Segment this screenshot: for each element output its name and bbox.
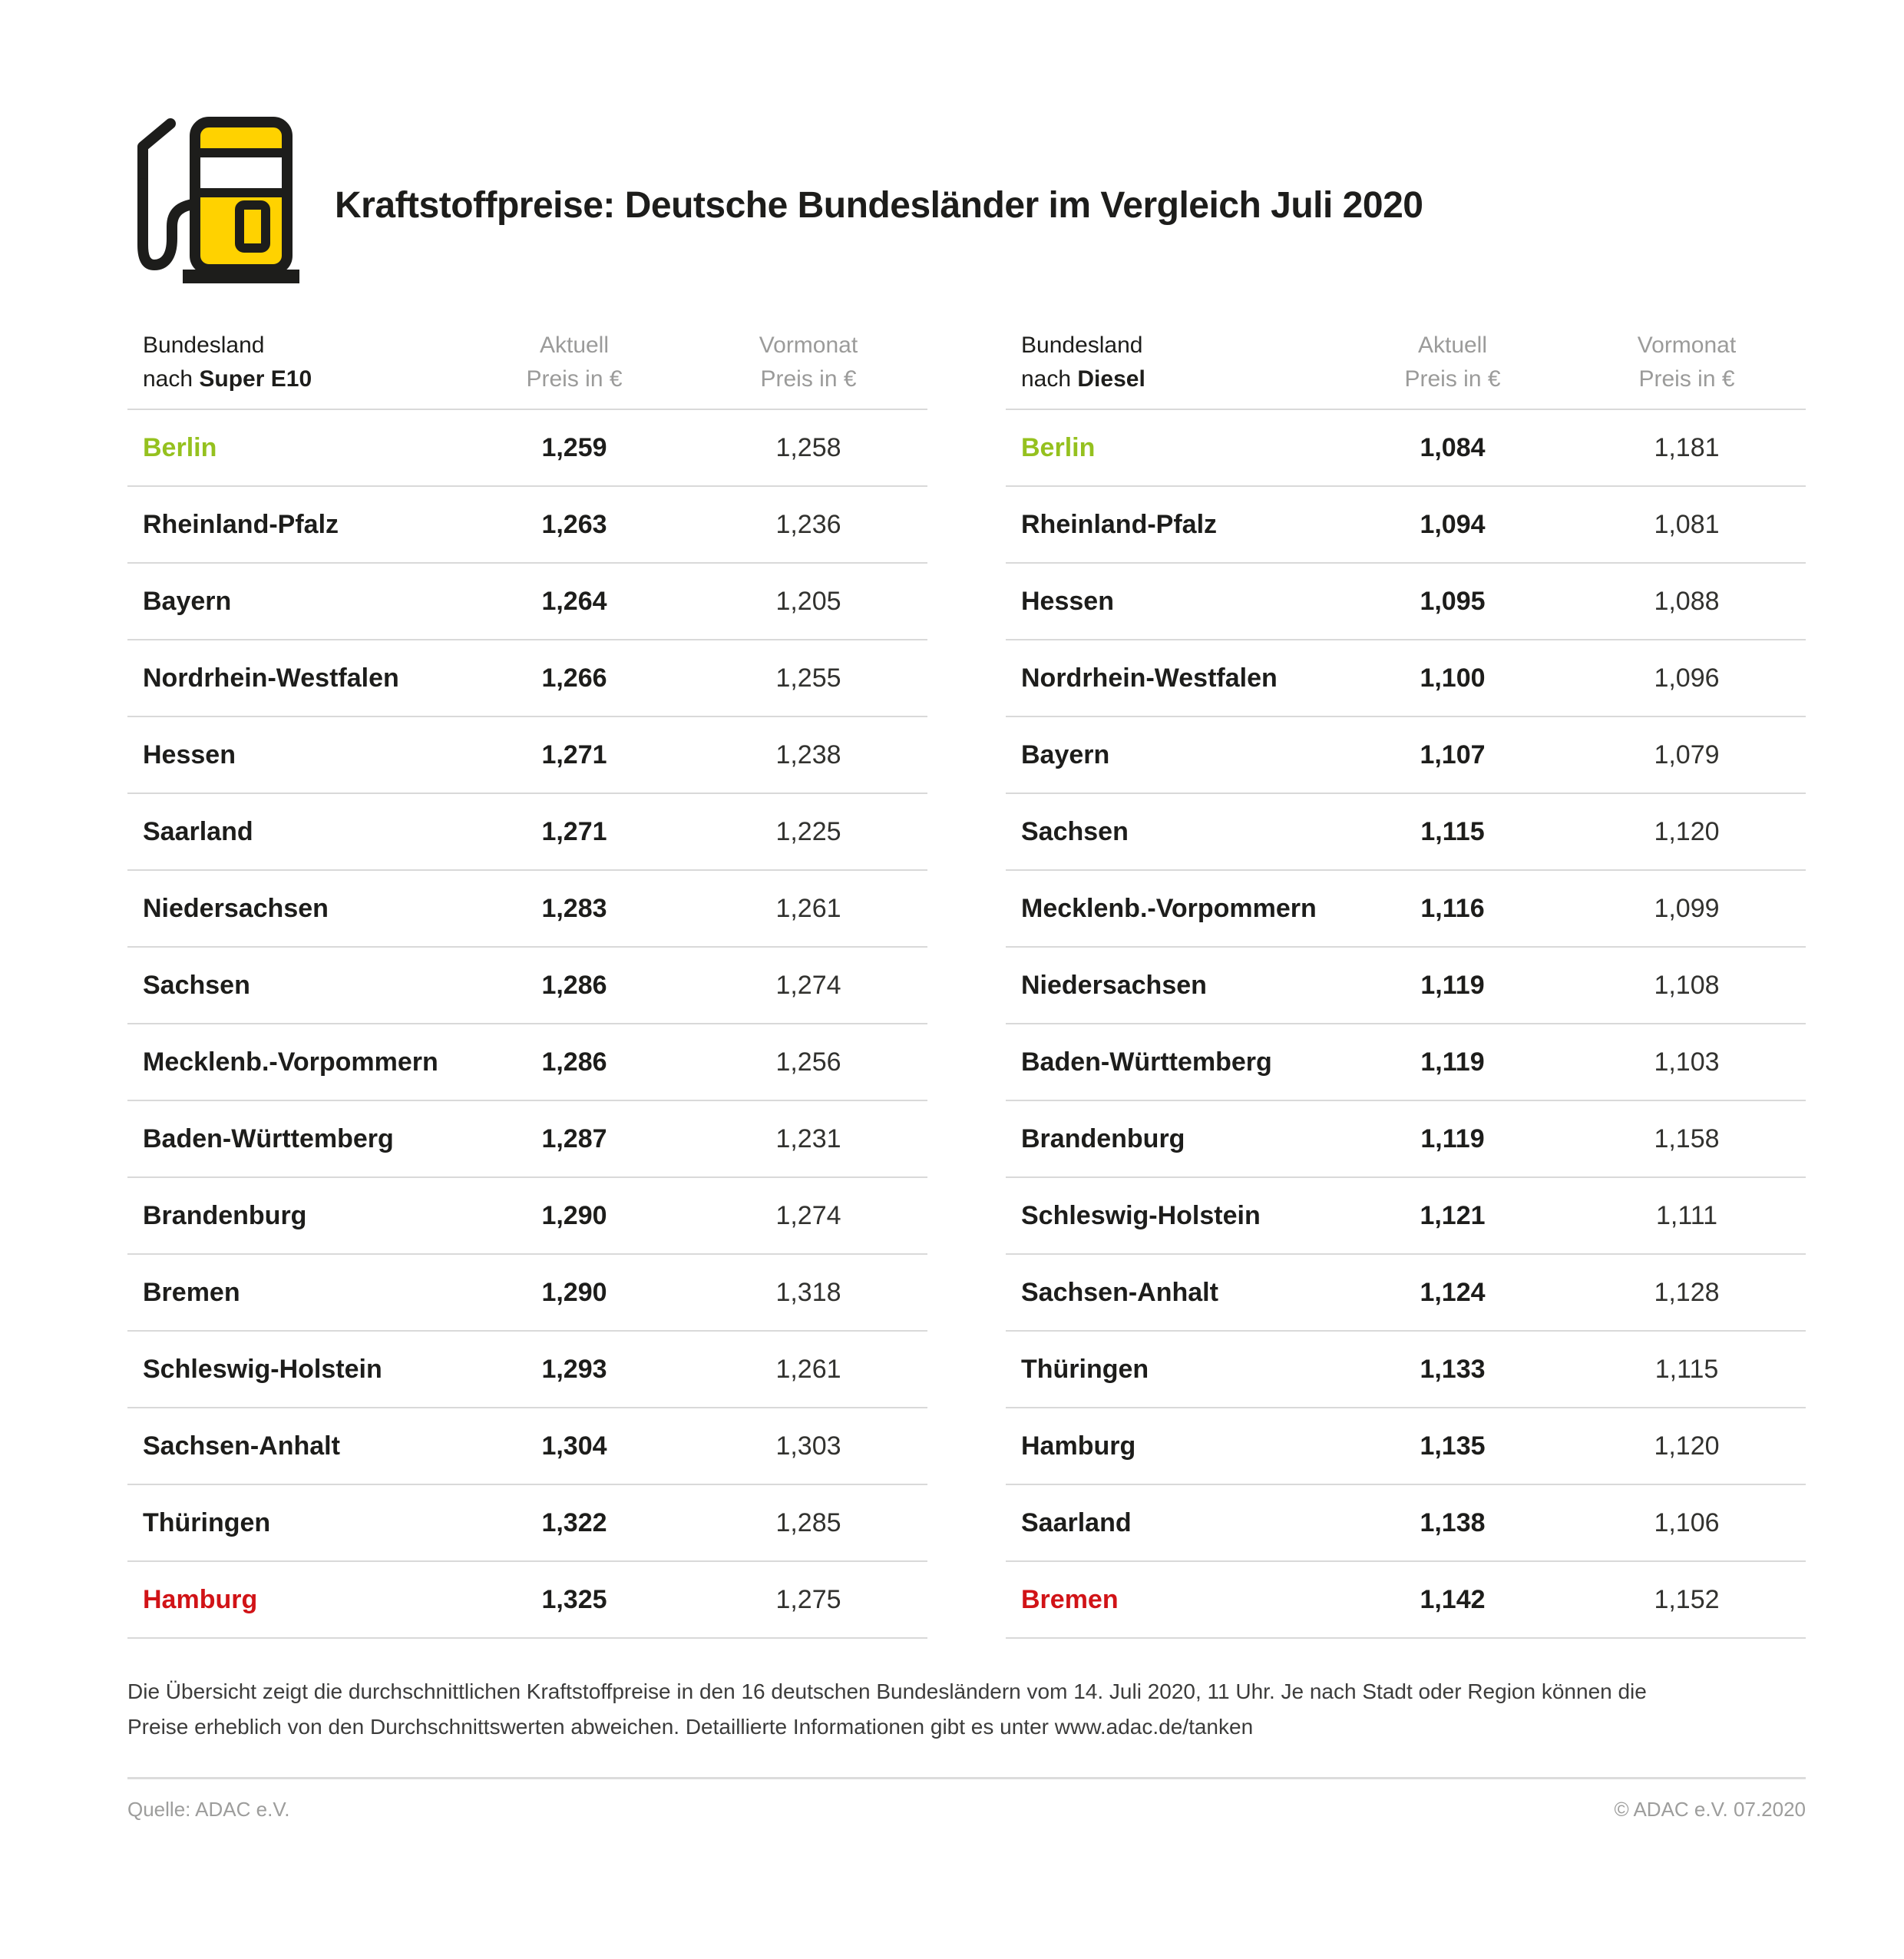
table-row — [127, 410, 927, 487]
table-row — [127, 1101, 927, 1178]
state-name: Nordrhein-Westfalen — [143, 663, 399, 693]
table-row — [1006, 1332, 1806, 1408]
page-title: Kraftstoffpreise: Deutsche Bundesländer im Vergleich Juli 2020 — [335, 185, 1423, 226]
table-row — [1006, 1485, 1806, 1562]
table-row — [127, 871, 927, 948]
header-fuel-name: Super E10 — [199, 366, 312, 392]
price-previous: 1,275 — [775, 1584, 841, 1614]
table-row — [127, 1332, 927, 1408]
table-row — [127, 717, 927, 794]
price-current: 1,119 — [1420, 1047, 1485, 1077]
price-previous: 1,205 — [775, 586, 841, 616]
price-current: 1,271 — [541, 740, 607, 769]
price-previous: 1,261 — [775, 1354, 841, 1384]
price-previous: 1,238 — [775, 740, 841, 769]
price-current: 1,266 — [541, 663, 607, 693]
table-row — [1006, 1562, 1806, 1639]
table-row — [1006, 410, 1806, 487]
table-row — [1006, 640, 1806, 717]
price-previous: 1,128 — [1654, 1277, 1720, 1307]
table-row — [1006, 871, 1806, 948]
state-name: Sachsen — [1021, 816, 1129, 846]
price-current: 1,121 — [1420, 1200, 1486, 1230]
table-row — [127, 794, 927, 871]
price-current: 1,287 — [541, 1123, 607, 1153]
state-name: Sachsen — [143, 970, 250, 1000]
state-name: Baden-Württemberg — [1021, 1047, 1272, 1077]
footnote-line1: Die Übersicht zeigt die durchschnittlichen Kraftstoffpreise in den 16 deutschen Bundesländern vom 14. Juli 2020, 11 Uhr. Je nach Stadt oder Region können die — [127, 1679, 1647, 1703]
price-current: 1,286 — [541, 1047, 607, 1077]
column-header-bundesland — [127, 329, 459, 396]
state-name: Bremen — [143, 1277, 240, 1307]
table-row — [1006, 1024, 1806, 1101]
table-row — [1006, 487, 1806, 564]
table-row — [1006, 794, 1806, 871]
state-name: Hamburg — [1021, 1431, 1136, 1461]
price-current: 1,115 — [1420, 816, 1485, 846]
price-current: 1,286 — [541, 970, 607, 1000]
table-body — [127, 410, 927, 1639]
state-name: Schleswig-Holstein — [143, 1354, 382, 1384]
header-fuel-name: Diesel — [1077, 366, 1145, 392]
table-row — [1006, 1255, 1806, 1332]
state-name: Bayern — [143, 586, 232, 616]
price-previous: 1,088 — [1654, 586, 1720, 616]
price-current: 1,271 — [541, 816, 607, 846]
column-header-vormonat: Vormonat Preis in € — [759, 333, 858, 392]
price-current: 1,263 — [541, 509, 607, 539]
footnote — [127, 1674, 1806, 1745]
price-current: 1,325 — [541, 1584, 607, 1614]
price-previous: 1,158 — [1654, 1123, 1720, 1153]
price-previous: 1,236 — [775, 509, 841, 539]
price-previous: 1,225 — [775, 816, 841, 846]
state-name: Berlin — [1021, 432, 1096, 462]
header-line2-prefix: nach — [1021, 366, 1078, 392]
price-previous: 1,258 — [775, 432, 841, 462]
state-name: Bayern — [1021, 740, 1110, 769]
price-previous: 1,285 — [775, 1507, 841, 1537]
price-previous: 1,256 — [775, 1047, 841, 1077]
state-name: Brandenburg — [143, 1200, 307, 1230]
header-line1: Bundesland — [1021, 333, 1143, 358]
table-body — [1006, 410, 1806, 1639]
price-current: 1,133 — [1420, 1354, 1486, 1384]
table-row — [1006, 948, 1806, 1024]
header-line2-prefix: nach — [143, 366, 200, 392]
column-header-aktuell: Aktuell Preis in € — [526, 333, 623, 392]
price-current: 1,138 — [1420, 1507, 1486, 1537]
state-name: Bremen — [1021, 1584, 1119, 1614]
table-row — [127, 948, 927, 1024]
column-header-bundesland — [1006, 329, 1337, 396]
price-previous: 1,318 — [775, 1277, 841, 1307]
price-previous: 1,152 — [1654, 1584, 1720, 1614]
price-current: 1,135 — [1420, 1431, 1486, 1461]
state-name: Niedersachsen — [1021, 970, 1207, 1000]
price-previous: 1,274 — [775, 1200, 841, 1230]
price-previous: 1,079 — [1654, 740, 1720, 769]
fuel-pump-icon — [127, 104, 312, 296]
state-name: Thüringen — [143, 1507, 271, 1537]
table-row — [1006, 564, 1806, 640]
state-name: Sachsen-Anhalt — [1021, 1277, 1218, 1307]
state-name: Hamburg — [143, 1584, 258, 1614]
price-current: 1,283 — [541, 893, 607, 923]
price-previous: 1,231 — [775, 1123, 841, 1153]
state-name: Thüringen — [1021, 1354, 1149, 1384]
state-name: Schleswig-Holstein — [1021, 1200, 1261, 1230]
state-name: Brandenburg — [1021, 1123, 1185, 1153]
price-current: 1,290 — [541, 1277, 607, 1307]
footnote-line2: Preise erheblich von den Durchschnittswerten abweichen. Detaillierte Informationen gibt es unter www.adac.de/tanken — [127, 1715, 1254, 1739]
state-name: Baden-Württemberg — [143, 1123, 394, 1153]
price-current: 1,095 — [1420, 586, 1486, 616]
price-current: 1,084 — [1420, 432, 1486, 462]
table-row — [127, 1485, 927, 1562]
price-current: 1,304 — [541, 1431, 607, 1461]
copyright-label: © ADAC e.V. 07.2020 — [1614, 1798, 1806, 1821]
table-row — [1006, 717, 1806, 794]
table-row — [127, 564, 927, 640]
price-previous: 1,106 — [1654, 1507, 1720, 1537]
state-name: Mecklenb.-Vorpommern — [1021, 893, 1317, 923]
table-row — [127, 1255, 927, 1332]
state-name: Saarland — [143, 816, 253, 846]
state-name: Mecklenb.-Vorpommern — [143, 1047, 438, 1077]
price-current: 1,100 — [1420, 663, 1486, 693]
table-row — [1006, 1101, 1806, 1178]
state-name: Niedersachsen — [143, 893, 329, 923]
table-row — [127, 1024, 927, 1101]
fuel-table-diesel — [1006, 329, 1806, 1639]
price-current: 1,116 — [1420, 893, 1485, 923]
price-current: 1,124 — [1420, 1277, 1486, 1307]
price-previous: 1,181 — [1654, 432, 1720, 462]
price-previous: 1,261 — [775, 893, 841, 923]
price-current: 1,293 — [541, 1354, 607, 1384]
price-previous: 1,255 — [775, 663, 841, 693]
table-header — [127, 329, 927, 410]
price-current: 1,259 — [541, 432, 607, 462]
price-current: 1,107 — [1420, 740, 1486, 769]
column-header-aktuell: Aktuell Preis in € — [1404, 333, 1501, 392]
price-previous: 1,111 — [1655, 1200, 1718, 1230]
price-previous: 1,303 — [775, 1431, 841, 1461]
state-name: Sachsen-Anhalt — [143, 1431, 340, 1461]
table-row — [1006, 1408, 1806, 1485]
column-header-vormonat: Vormonat Preis in € — [1637, 333, 1737, 392]
price-current: 1,290 — [541, 1200, 607, 1230]
footer — [127, 1779, 1806, 1822]
state-name: Hessen — [143, 740, 236, 769]
state-name: Berlin — [143, 432, 217, 462]
fuel-table-super-e10 — [127, 329, 927, 1639]
price-previous: 1,274 — [775, 970, 841, 1000]
table-row — [127, 487, 927, 564]
state-name: Rheinland-Pfalz — [1021, 509, 1218, 539]
table-header — [1006, 329, 1806, 410]
price-current: 1,119 — [1420, 970, 1485, 1000]
price-previous: 1,120 — [1654, 1431, 1720, 1461]
price-current: 1,264 — [541, 586, 607, 616]
table-row — [127, 1408, 927, 1485]
state-name: Nordrhein-Westfalen — [1021, 663, 1278, 693]
price-previous: 1,096 — [1654, 663, 1720, 693]
state-name: Rheinland-Pfalz — [143, 509, 339, 539]
price-previous: 1,103 — [1654, 1047, 1720, 1077]
price-previous: 1,099 — [1654, 893, 1720, 923]
table-row — [127, 640, 927, 717]
header-line1: Bundesland — [143, 333, 265, 358]
table-row — [127, 1178, 927, 1255]
tables-container — [127, 329, 1806, 1639]
price-current: 1,322 — [541, 1507, 607, 1537]
state-name: Hessen — [1021, 586, 1114, 616]
state-name: Saarland — [1021, 1507, 1132, 1537]
header — [127, 104, 1806, 296]
source-label: Quelle: ADAC e.V. — [127, 1798, 290, 1821]
price-current: 1,142 — [1420, 1584, 1486, 1614]
table-row — [1006, 1178, 1806, 1255]
table-row — [127, 1562, 927, 1639]
price-previous: 1,081 — [1654, 509, 1720, 539]
price-current: 1,119 — [1420, 1123, 1485, 1153]
price-previous: 1,120 — [1654, 816, 1720, 846]
price-current: 1,094 — [1420, 509, 1486, 539]
price-previous: 1,115 — [1654, 1354, 1719, 1384]
price-previous: 1,108 — [1654, 970, 1720, 1000]
